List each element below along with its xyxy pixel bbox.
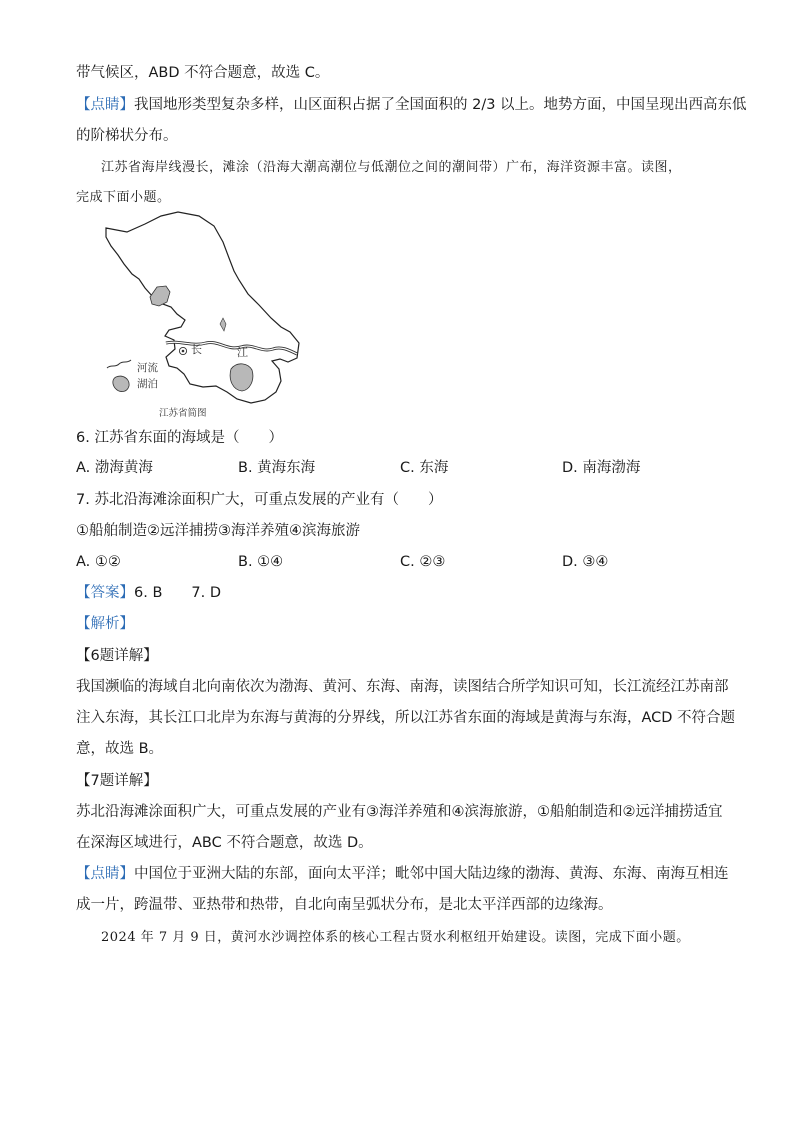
q7-option-a: A. ①②	[76, 554, 121, 570]
dianjing-line	[76, 864, 729, 884]
answer-tag: 【答案】	[76, 585, 134, 601]
paragraph-line	[76, 95, 747, 115]
answer-line	[76, 583, 221, 603]
legend-lake-label: 湖泊	[137, 378, 158, 390]
question-6-stem: 6. 江苏省东面的海域是（ ）	[76, 430, 283, 446]
legend-river-symbol	[107, 360, 131, 368]
q6-option-b: B. 黄海东海	[238, 460, 316, 476]
legend-river-label: 河流	[137, 362, 158, 374]
paragraph-line: 带气候区，ABD 不符合题意，故选 C。	[76, 65, 330, 81]
q6-option-d: D. 南海渤海	[562, 460, 641, 476]
q6-option-a: A. 渤海黄海	[76, 460, 153, 476]
nanjing-marker-dot	[182, 350, 185, 353]
question-7-items: ①船舶制造②远洋捕捞③海洋养殖④滨海旅游	[76, 523, 360, 539]
detail-6-line: 意，故选 B。	[76, 741, 164, 757]
jiangsu-map	[103, 210, 308, 422]
dianjing-text: 中国位于亚洲大陆的东部，面向太平洋；毗邻中国大陆边缘的渤海、黄海、东海、南海互相连	[134, 866, 729, 882]
detail-7-line: 在深海区域进行，ABC 不符合题意，故选 D。	[76, 835, 373, 851]
detail-7-line: 苏北沿海滩涂面积广大，可重点发展的产业有③海洋养殖和④滨海旅游，①船舶制造和②远洋捕捞适宜	[76, 804, 723, 820]
q6-option-c: C. 东海	[400, 460, 449, 476]
material-intro: 完成下面小题。	[76, 190, 171, 205]
legend-lake-symbol	[113, 376, 129, 391]
paragraph-line: 的阶梯状分布。	[76, 128, 178, 144]
dianjing-tag: 【点睛】	[76, 866, 134, 882]
answer-text: 6. B 7. D	[134, 585, 221, 601]
detail-6-line: 注入东海，其长江口北岸为东海与黄海的分界线，所以江苏省东面的海域是黄海与东海，ACD 不符合题	[76, 710, 736, 726]
next-material-intro: 2024 年 7 月 9 日，黄河水沙调控体系的核心工程古贤水利枢纽开始建设。读图，完成下面小题。	[101, 930, 690, 945]
material-intro: 江苏省海岸线漫长，滩涂（沿海大潮高潮位与低潮位之间的潮间带）广布，海洋资源丰富。读图，	[101, 160, 682, 175]
detail-7-heading: 【7题详解】	[76, 773, 158, 789]
q7-option-d: D. ③④	[562, 554, 609, 570]
question-7-stem: 7. 苏北沿海滩涂面积广大，可重点发展的产业有（ ）	[76, 492, 443, 508]
dianjing-tag: 【点睛】	[76, 97, 134, 113]
analysis-tag: 【解析】	[76, 616, 134, 632]
detail-6-heading: 【6题详解】	[76, 648, 158, 664]
label-jiang: 江	[237, 346, 248, 359]
map-caption: 江苏省简图	[159, 408, 207, 419]
detail-6-line: 我国濒临的海域自北向南依次为渤海、黄河、东海、南海，读图结合所学知识可知，长江流经江苏南部	[76, 679, 729, 695]
dianjing-line: 成一片，跨温带、亚热带和热带，自北向南呈弧状分布，是北太平洋西部的边缘海。	[76, 897, 613, 913]
label-chang: 长	[191, 343, 202, 356]
dianjing-text: 我国地形类型复杂多样，山区面积占据了全国面积的 2/3 以上。地势方面，中国呈现出西高东低	[134, 97, 747, 113]
q7-option-b: B. ①④	[238, 554, 284, 570]
province-outline	[106, 212, 299, 403]
q7-option-c: C. ②③	[400, 554, 446, 570]
